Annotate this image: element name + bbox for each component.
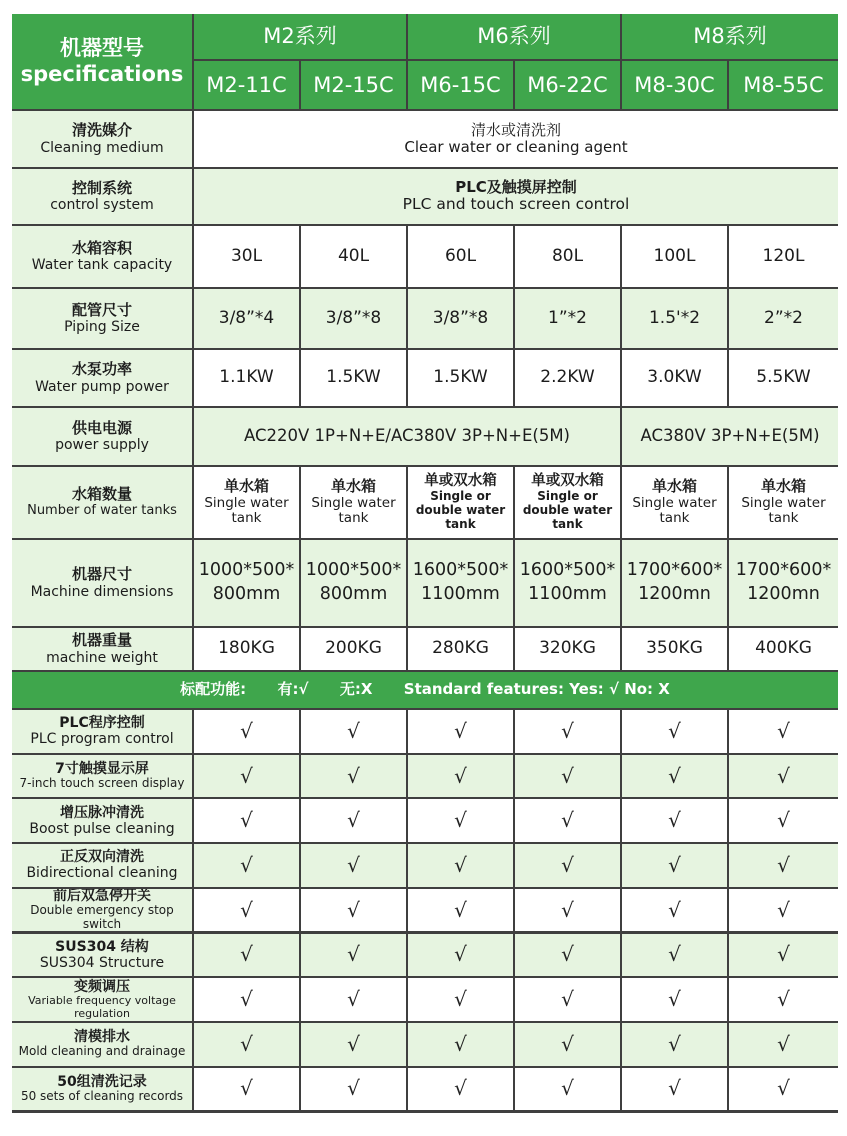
label-machine-weight: 机器重量 machine weight <box>12 628 192 670</box>
features-yes-legend: 有:√ <box>277 680 309 699</box>
spec-title-en: specifications <box>20 61 184 86</box>
feature-label: SUS304 结构 SUS304 Structure <box>12 934 192 977</box>
value-pump-power: 1.5KW <box>301 350 406 406</box>
value-piping-size: 2”*2 <box>729 289 838 348</box>
feature-label: 正反双向清洗 Bidirectional cleaning <box>12 844 192 887</box>
spec-title-zh: 机器型号 <box>60 36 144 61</box>
feature-check-mark: √ <box>515 1023 620 1066</box>
feature-check-mark: √ <box>515 978 620 1021</box>
value-tank-capacity: 120L <box>729 226 838 287</box>
feature-check-mark: √ <box>301 978 406 1021</box>
feature-label: 7寸触摸显示屏 7-inch touch screen display <box>12 755 192 798</box>
series-m8-header: M8系列 <box>622 14 838 59</box>
feature-check-mark: √ <box>408 1068 513 1111</box>
features-label: 标配功能: <box>180 680 247 699</box>
value-machine-weight: 320KG <box>515 628 620 670</box>
feature-check-mark: √ <box>301 1023 406 1066</box>
feature-check-mark: √ <box>622 799 727 842</box>
feature-check-mark: √ <box>515 799 620 842</box>
label-tank-capacity: 水箱容积 Water tank capacity <box>12 226 192 287</box>
value-tank-capacity: 40L <box>301 226 406 287</box>
model-header: M2-11C <box>194 61 299 109</box>
feature-check-mark: √ <box>194 710 299 753</box>
feature-check-mark: √ <box>622 710 727 753</box>
value-pump-power: 2.2KW <box>515 350 620 406</box>
label-machine-dimensions: 机器尺寸 Machine dimensions <box>12 540 192 626</box>
feature-check-mark: √ <box>515 934 620 977</box>
series-m6-header: M6系列 <box>408 14 620 59</box>
spec-title-cell <box>12 14 192 109</box>
value-water-tanks: 单或双水箱 Single or double water tank <box>408 467 513 538</box>
feature-check-mark: √ <box>408 844 513 887</box>
model-header: M8-55C <box>729 61 838 109</box>
features-legend-en: Standard features: Yes: √ No: X <box>403 680 670 699</box>
label-control-system: 控制系统 control system <box>12 169 192 224</box>
value-control-system: PLC及触摸屏控制 PLC and touch screen control <box>194 169 838 224</box>
feature-check-mark: √ <box>729 1068 838 1111</box>
value-machine-weight: 400KG <box>729 628 838 670</box>
feature-check-mark: √ <box>729 889 838 932</box>
label-water-tanks: 水箱数量 Number of water tanks <box>12 467 192 538</box>
value-power-supply-m8: AC380V 3P+N+E(5M) <box>622 408 838 465</box>
value-piping-size: 1”*2 <box>515 289 620 348</box>
feature-check-mark: √ <box>301 799 406 842</box>
feature-check-mark: √ <box>301 1068 406 1111</box>
value-pump-power: 1.1KW <box>194 350 299 406</box>
value-water-tanks: 单或双水箱 Single or double water tank <box>515 467 620 538</box>
value-water-tanks: 单水箱 Single water tank <box>301 467 406 538</box>
feature-check-mark: √ <box>622 1023 727 1066</box>
feature-check-mark: √ <box>729 710 838 753</box>
feature-label: 变频调压 Variable frequency voltage regulation <box>12 978 192 1021</box>
feature-check-mark: √ <box>622 889 727 932</box>
value-water-tanks: 单水箱 Single water tank <box>194 467 299 538</box>
model-header: M8-30C <box>622 61 727 109</box>
feature-check-mark: √ <box>301 710 406 753</box>
value-machine-dimensions: 1600*500* 1100mm <box>408 540 513 626</box>
feature-check-mark: √ <box>622 1068 727 1111</box>
standard-features-bar <box>12 672 838 708</box>
value-power-supply-m2-m6: AC220V 1P+N+E/AC380V 3P+N+E(5M) <box>194 408 620 465</box>
feature-check-mark: √ <box>729 934 838 977</box>
label-piping-size: 配管尺寸 Piping Size <box>12 289 192 348</box>
value-tank-capacity: 100L <box>622 226 727 287</box>
value-cleaning-medium: 清水或清洗剂 Clear water or cleaning agent <box>194 111 838 167</box>
value-piping-size: 3/8”*8 <box>301 289 406 348</box>
value-machine-dimensions: 1700*600* 1200mn <box>729 540 838 626</box>
feature-check-mark: √ <box>301 844 406 887</box>
feature-check-mark: √ <box>194 934 299 977</box>
value-water-tanks: 单水箱 Single water tank <box>622 467 727 538</box>
value-tank-capacity: 30L <box>194 226 299 287</box>
feature-check-mark: √ <box>515 755 620 798</box>
feature-check-mark: √ <box>408 799 513 842</box>
value-machine-weight: 200KG <box>301 628 406 670</box>
feature-check-mark: √ <box>622 934 727 977</box>
value-piping-size: 3/8”*8 <box>408 289 513 348</box>
value-pump-power: 1.5KW <box>408 350 513 406</box>
value-piping-size: 1.5'*2 <box>622 289 727 348</box>
value-machine-weight: 280KG <box>408 628 513 670</box>
feature-check-mark: √ <box>729 1023 838 1066</box>
feature-label: 前后双急停开关 Double emergency stop switch <box>12 889 192 932</box>
feature-check-mark: √ <box>194 799 299 842</box>
feature-check-mark: √ <box>729 799 838 842</box>
value-machine-weight: 180KG <box>194 628 299 670</box>
feature-check-mark: √ <box>194 844 299 887</box>
feature-check-mark: √ <box>194 889 299 932</box>
label-cleaning-medium: 清洗媒介 Cleaning medium <box>12 111 192 167</box>
value-machine-dimensions: 1000*500* 800mm <box>301 540 406 626</box>
value-machine-weight: 350KG <box>622 628 727 670</box>
value-machine-dimensions: 1700*600* 1200mn <box>622 540 727 626</box>
feature-label: 增压脉冲清洗 Boost pulse cleaning <box>12 799 192 842</box>
feature-label: PLC程序控制 PLC program control <box>12 710 192 753</box>
feature-check-mark: √ <box>408 1023 513 1066</box>
value-pump-power: 5.5KW <box>729 350 838 406</box>
feature-check-mark: √ <box>301 755 406 798</box>
feature-check-mark: √ <box>515 710 620 753</box>
feature-check-mark: √ <box>408 710 513 753</box>
label-pump-power: 水泵功率 Water pump power <box>12 350 192 406</box>
feature-check-mark: √ <box>194 1068 299 1111</box>
series-m2-header: M2系列 <box>194 14 406 59</box>
feature-check-mark: √ <box>301 889 406 932</box>
feature-check-mark: √ <box>622 755 727 798</box>
feature-check-mark: √ <box>194 978 299 1021</box>
feature-check-mark: √ <box>408 755 513 798</box>
value-machine-dimensions: 1600*500* 1100mm <box>515 540 620 626</box>
feature-check-mark: √ <box>515 844 620 887</box>
feature-check-mark: √ <box>622 844 727 887</box>
feature-check-mark: √ <box>729 978 838 1021</box>
feature-check-mark: √ <box>408 978 513 1021</box>
model-header: M6-22C <box>515 61 620 109</box>
spec-table <box>12 14 838 1113</box>
feature-check-mark: √ <box>301 934 406 977</box>
label-power-supply: 供电电源 power supply <box>12 408 192 465</box>
feature-label: 清模排水 Mold cleaning and drainage <box>12 1023 192 1066</box>
value-tank-capacity: 80L <box>515 226 620 287</box>
feature-check-mark: √ <box>622 978 727 1021</box>
value-machine-dimensions: 1000*500* 800mm <box>194 540 299 626</box>
feature-check-mark: √ <box>408 934 513 977</box>
feature-check-mark: √ <box>408 889 513 932</box>
value-tank-capacity: 60L <box>408 226 513 287</box>
value-pump-power: 3.0KW <box>622 350 727 406</box>
feature-check-mark: √ <box>729 844 838 887</box>
feature-check-mark: √ <box>515 889 620 932</box>
feature-check-mark: √ <box>729 755 838 798</box>
model-header: M6-15C <box>408 61 513 109</box>
model-header: M2-15C <box>301 61 406 109</box>
feature-check-mark: √ <box>194 1023 299 1066</box>
value-water-tanks: 单水箱 Single water tank <box>729 467 838 538</box>
features-no-legend: 无:X <box>339 680 373 699</box>
feature-check-mark: √ <box>194 755 299 798</box>
feature-label: 50组清洗记录 50 sets of cleaning records <box>12 1068 192 1111</box>
feature-check-mark: √ <box>515 1068 620 1111</box>
value-piping-size: 3/8”*4 <box>194 289 299 348</box>
